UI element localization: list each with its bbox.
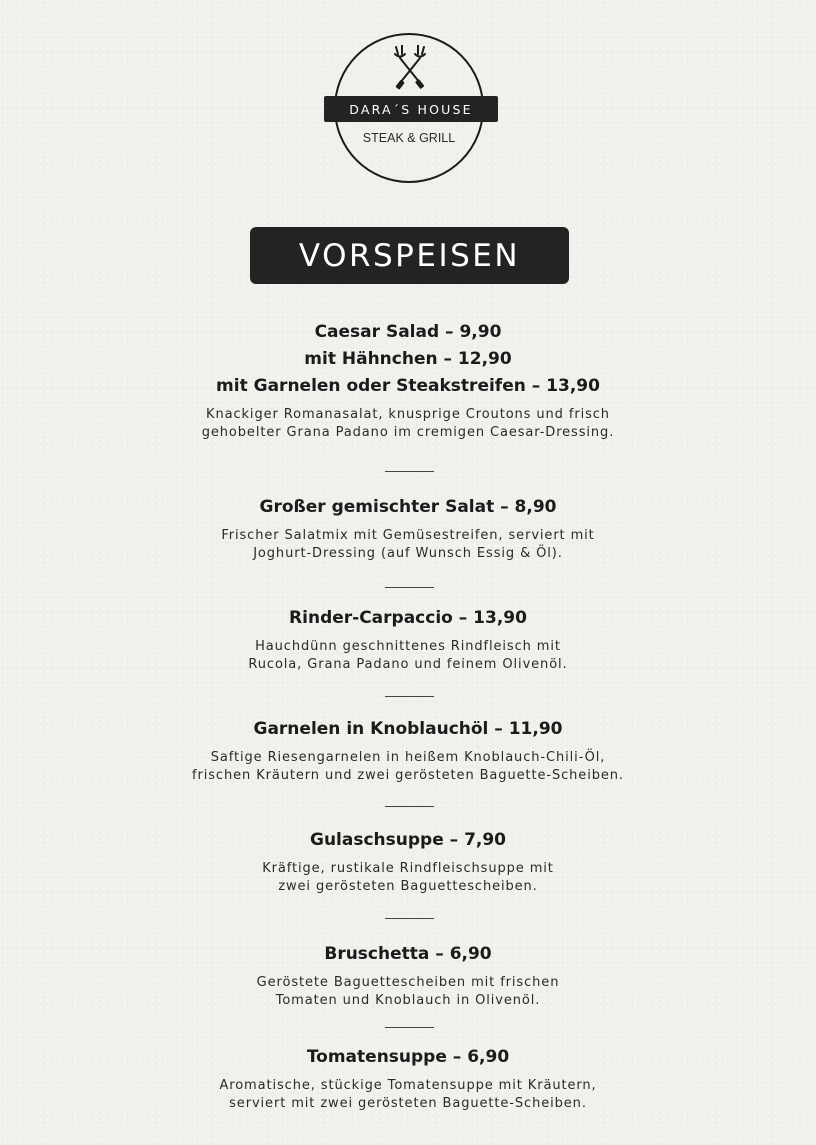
item-description xyxy=(0,860,816,896)
item-description xyxy=(0,406,816,442)
item-description xyxy=(0,749,816,785)
item-title: Bruschetta – 6,90 xyxy=(324,944,492,964)
description-line: Aromatische, stückige Tomatensuppe mit Kräutern, xyxy=(219,1078,597,1093)
item-title: mit Hähnchen – 12,90 xyxy=(304,349,512,369)
logo-name-banner: DARA´S HOUSE xyxy=(324,96,498,122)
description-line: Geröstete Baguettescheiben mit frischen xyxy=(256,975,560,990)
item-title: Rinder-Carpaccio – 13,90 xyxy=(289,608,527,628)
divider xyxy=(385,806,434,807)
item-title: Caesar Salad – 9,90 xyxy=(314,322,502,342)
description-line: Saftige Riesengarnelen in heißem Knoblauch-Chili-Öl, xyxy=(210,750,606,765)
menu-item xyxy=(0,319,816,442)
menu-item xyxy=(0,941,816,1010)
description-line: Kräftige, rustikale Rindfleischsuppe mit xyxy=(262,861,554,876)
menu-item xyxy=(0,494,816,563)
description-line: gehobelter Grana Padano im cremigen Caesar-Dressing. xyxy=(201,425,615,440)
restaurant-logo xyxy=(334,33,484,183)
item-description xyxy=(0,974,816,1010)
item-title: mit Garnelen oder Steakstreifen – 13,90 xyxy=(216,376,600,396)
logo-tagline: STEAK & GRILL xyxy=(362,131,456,145)
item-title: Gulaschsuppe – 7,90 xyxy=(309,830,507,850)
description-line: Joghurt-Dressing (auf Wunsch Essig & Öl). xyxy=(253,546,563,561)
item-description xyxy=(0,1077,816,1113)
divider xyxy=(385,1027,434,1028)
description-line: Tomaten und Knoblauch in Olivenöl. xyxy=(275,993,541,1008)
divider xyxy=(385,471,434,472)
divider xyxy=(385,696,434,697)
menu-item xyxy=(0,716,816,785)
menu-item xyxy=(0,827,816,896)
menu-item xyxy=(0,605,816,674)
description-line: zwei gerösteten Baguettescheiben. xyxy=(278,879,538,894)
menu-item xyxy=(0,1044,816,1113)
item-title: Garnelen in Knoblauchöl – 11,90 xyxy=(253,719,563,739)
item-title: Tomatensuppe – 6,90 xyxy=(306,1047,510,1067)
crossed-fork-icon xyxy=(390,45,430,91)
item-description xyxy=(0,638,816,674)
description-line: Knackiger Romanasalat, knusprige Croutons und frisch xyxy=(206,407,610,422)
item-title: Großer gemischter Salat – 8,90 xyxy=(259,497,557,517)
description-line: Frischer Salatmix mit Gemüsestreifen, serviert mit xyxy=(221,528,595,543)
item-description xyxy=(0,527,816,563)
description-line: Rucola, Grana Padano und feinem Olivenöl. xyxy=(248,657,568,672)
section-title: VORSPEISEN xyxy=(250,227,569,284)
description-line: frischen Kräutern und zwei gerösteten Baguette-Scheiben. xyxy=(192,768,624,783)
divider xyxy=(385,587,434,588)
description-line: serviert mit zwei gerösteten Baguette-Scheiben. xyxy=(229,1096,587,1111)
divider xyxy=(385,918,434,919)
description-line: Hauchdünn geschnittenes Rindfleisch mit xyxy=(255,639,561,654)
